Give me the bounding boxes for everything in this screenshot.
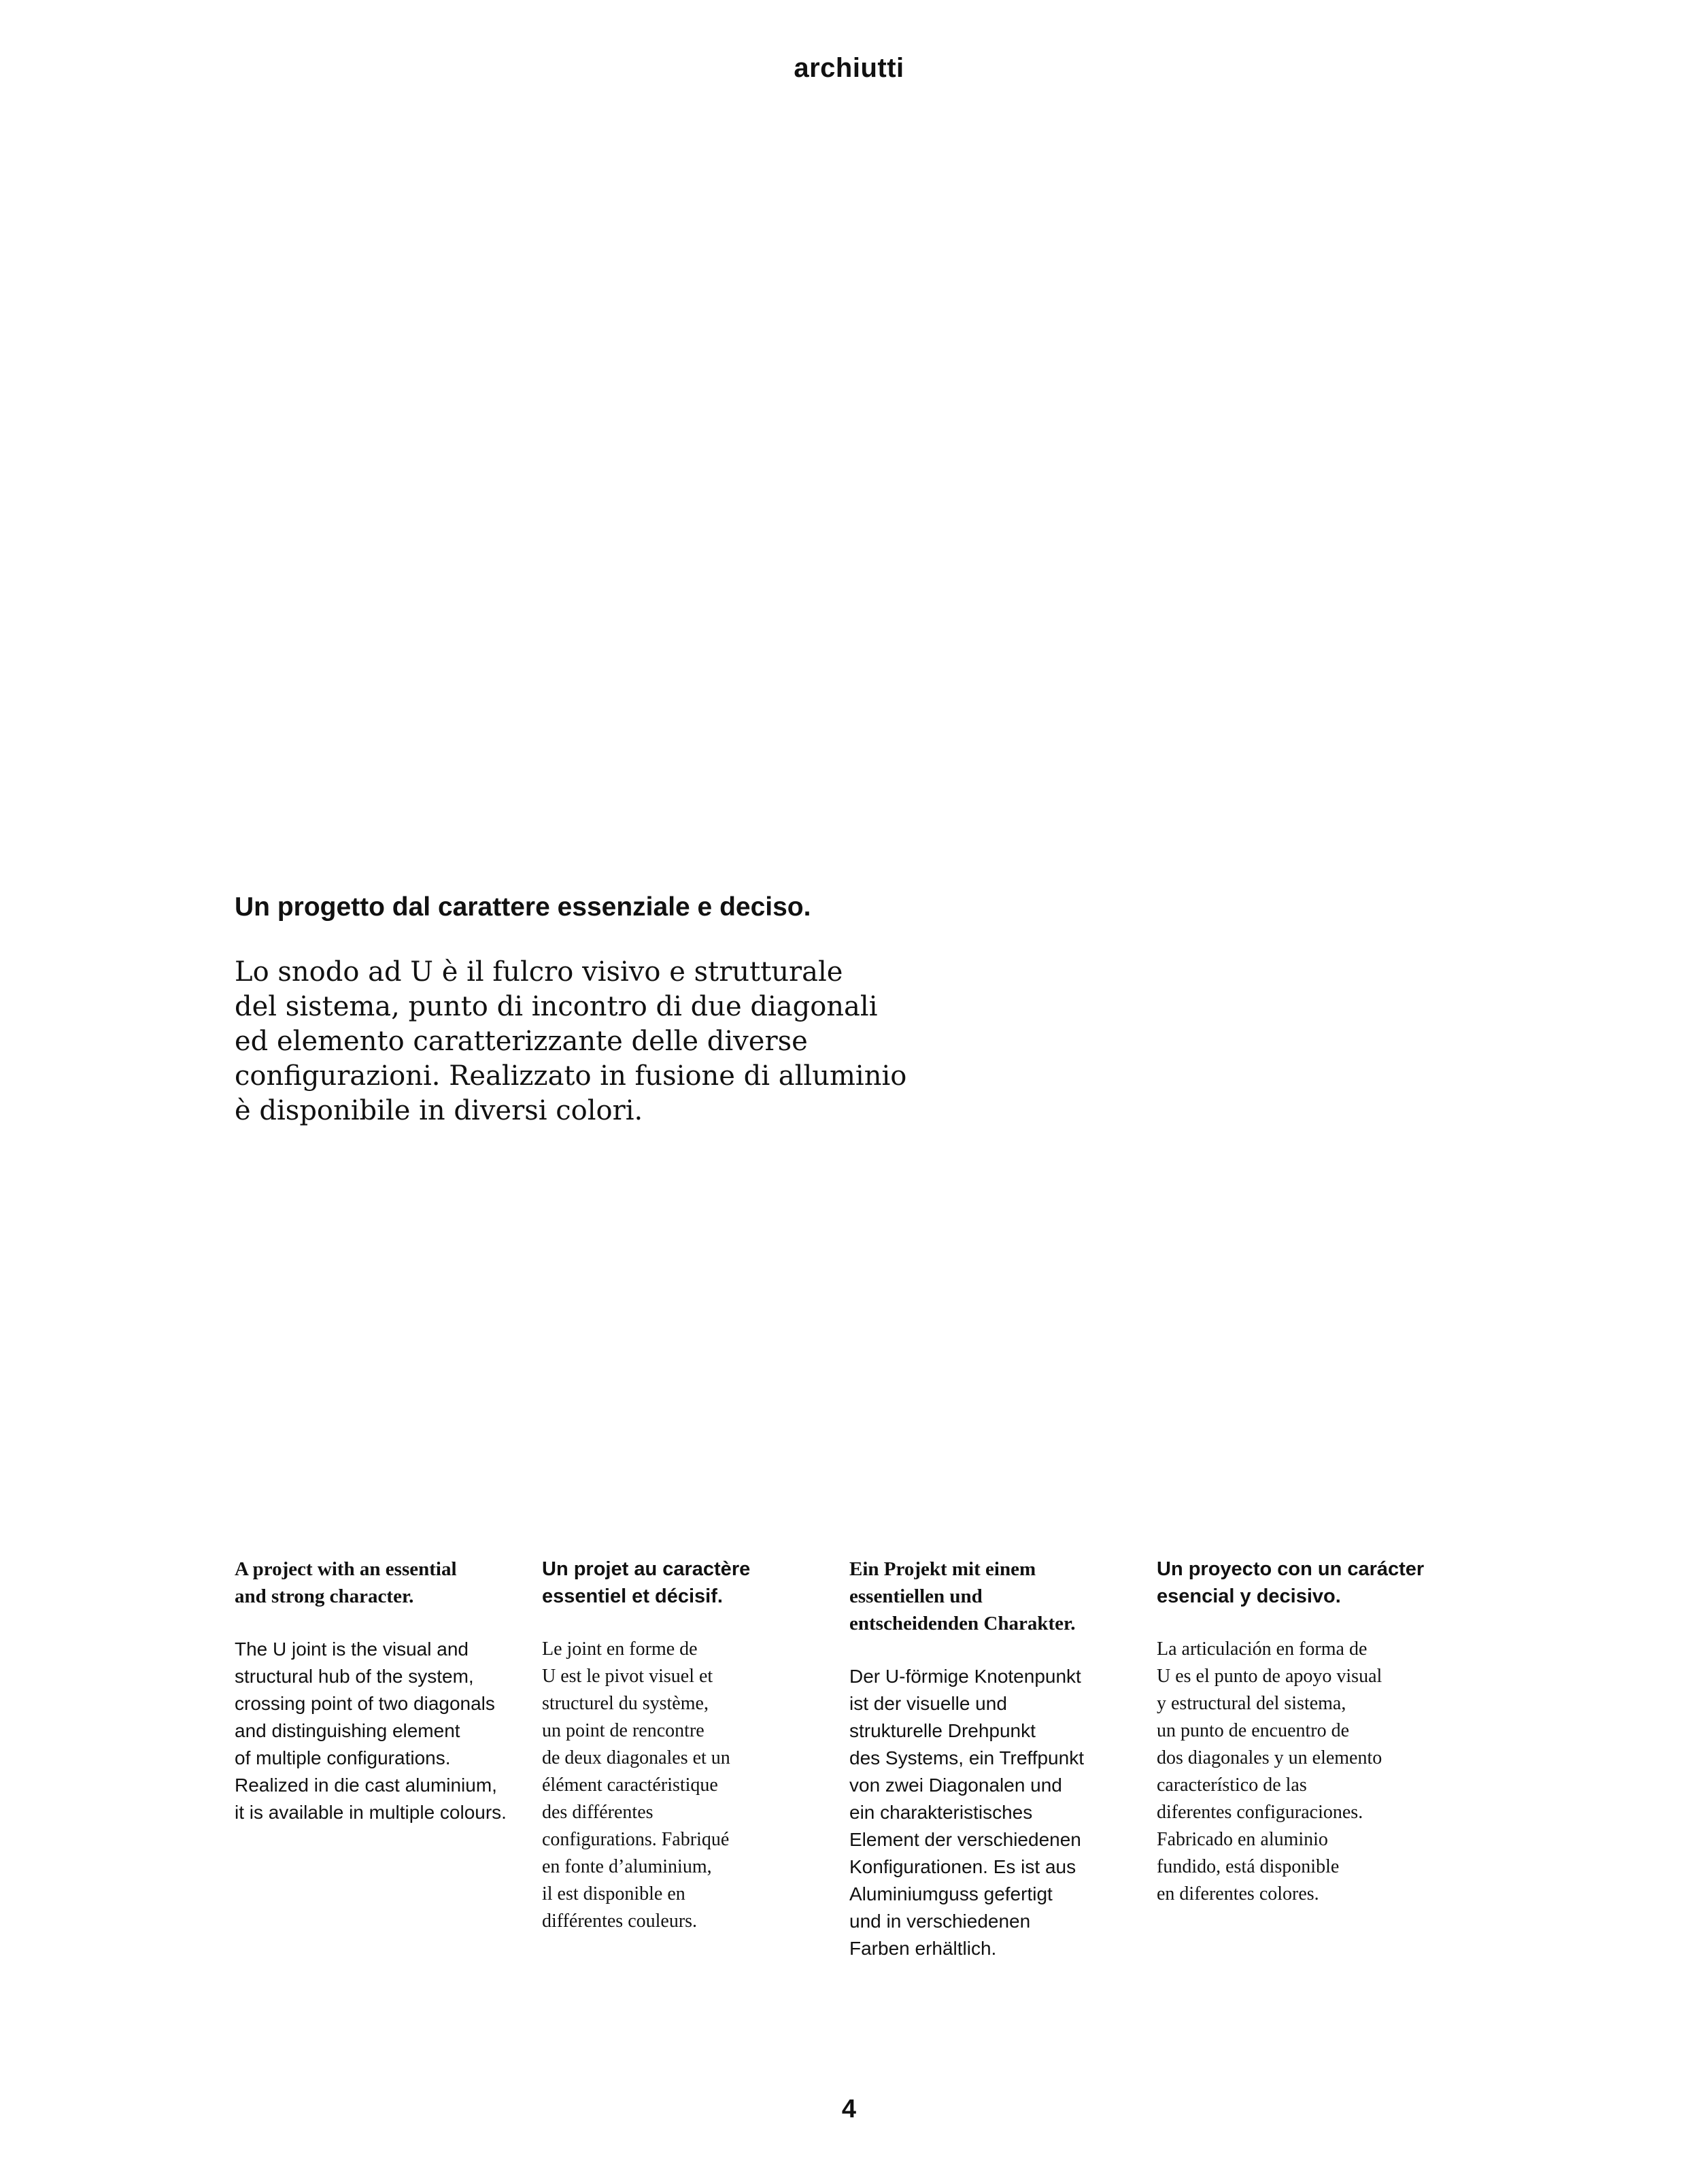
body-line: y estructural del sistema, <box>1157 1693 1346 1714</box>
body-line: fundido, está disponible <box>1157 1856 1340 1877</box>
intro-section <box>235 890 1051 1128</box>
body-line: élément caractéristique <box>542 1775 718 1796</box>
body-line: en fonte d’aluminium, <box>542 1856 712 1877</box>
column-body <box>542 1636 849 1935</box>
body-line: de deux diagonales et un <box>542 1747 730 1768</box>
body-line: structurel du système, <box>542 1693 709 1714</box>
column-english <box>235 1556 542 1962</box>
heading-line: essentiel et décisif. <box>542 1585 723 1607</box>
intro-line: Lo snodo ad U è il fulcro visivo e strutturale <box>235 956 843 988</box>
body-line: ist der visuelle und <box>849 1693 1007 1714</box>
body-line: The U joint is the visual and <box>235 1639 469 1660</box>
body-line: ein charakteristisches <box>849 1802 1033 1823</box>
heading-line: Un proyecto con un carácter <box>1157 1558 1425 1580</box>
heading-line: esencial y decisivo. <box>1157 1585 1341 1607</box>
body-line: von zwei Diagonalen und <box>849 1775 1062 1796</box>
column-heading <box>849 1556 1157 1637</box>
body-line: en diferentes colores. <box>1157 1883 1319 1904</box>
heading-line: entscheidenden Charakter. <box>849 1613 1076 1634</box>
body-line: U es el punto de apoyo visual <box>1157 1666 1382 1687</box>
body-line: of multiple configurations. <box>235 1747 451 1768</box>
body-line: un punto de encuentro de <box>1157 1720 1350 1741</box>
body-line: Konfigurationen. Es ist aus <box>849 1856 1076 1877</box>
heading-line: essentiellen und <box>849 1585 983 1607</box>
intro-heading: Un progetto dal carattere essenziale e deciso. <box>235 892 811 922</box>
translations-section <box>235 1556 1465 1962</box>
column-german <box>849 1556 1157 1962</box>
body-line: des Systems, ein Treffpunkt <box>849 1747 1084 1768</box>
body-line: dos diagonales y un elemento <box>1157 1747 1382 1768</box>
intro-line: del sistema, punto di incontro di due diagonali <box>235 991 878 1022</box>
body-line: Farben erhältlich. <box>849 1938 997 1959</box>
body-line: diferentes configuraciones. <box>1157 1802 1363 1823</box>
intro-line: è disponibile in diversi colori. <box>235 1095 643 1126</box>
body-line: it is available in multiple colours. <box>235 1802 507 1823</box>
body-line: strukturelle Drehpunkt <box>849 1720 1036 1741</box>
brand-logo: archiutti <box>794 53 904 83</box>
column-heading <box>1157 1556 1464 1610</box>
body-line: and distinguishing element <box>235 1720 460 1741</box>
body-line: différentes couleurs. <box>542 1911 698 1932</box>
body-line: Der U-förmige Knotenpunkt <box>849 1666 1081 1687</box>
intro-line: configurazioni. Realizzato in fusione di alluminio <box>235 1060 907 1092</box>
body-line: structural hub of the system, <box>235 1666 474 1687</box>
column-spanish <box>1157 1556 1464 1962</box>
column-body <box>849 1663 1157 1962</box>
body-line: característico de las <box>1157 1775 1307 1796</box>
body-line: und in verschiedenen <box>849 1911 1031 1932</box>
body-line: Realized in die cast aluminium, <box>235 1775 497 1796</box>
column-body <box>1157 1636 1464 1908</box>
column-body <box>235 1636 542 1826</box>
intro-body <box>235 955 1051 1128</box>
body-line: Aluminiumguss gefertigt <box>849 1883 1053 1904</box>
page-number: 4 <box>841 2095 857 2123</box>
column-heading <box>235 1556 542 1610</box>
body-line: La articulación en forma de <box>1157 1639 1368 1660</box>
heading-line: Un projet au caractère <box>542 1558 751 1580</box>
body-line: Fabricado en aluminio <box>1157 1829 1328 1850</box>
heading-line: Ein Projekt mit einem <box>849 1558 1036 1580</box>
body-line: U est le pivot visuel et <box>542 1666 713 1687</box>
heading-line: and strong character. <box>235 1585 414 1607</box>
body-line: crossing point of two diagonals <box>235 1693 495 1714</box>
body-line: Element der verschiedenen <box>849 1829 1081 1850</box>
column-french <box>542 1556 849 1962</box>
body-line: Le joint en forme de <box>542 1639 698 1660</box>
intro-line: ed elemento caratterizzante delle diverse <box>235 1026 808 1057</box>
body-line: un point de rencontre <box>542 1720 704 1741</box>
body-line: configurations. Fabriqué <box>542 1829 730 1850</box>
heading-line: A project with an essential <box>235 1558 457 1580</box>
body-line: il est disponible en <box>542 1883 685 1904</box>
body-line: des différentes <box>542 1802 653 1823</box>
column-heading <box>542 1556 849 1610</box>
